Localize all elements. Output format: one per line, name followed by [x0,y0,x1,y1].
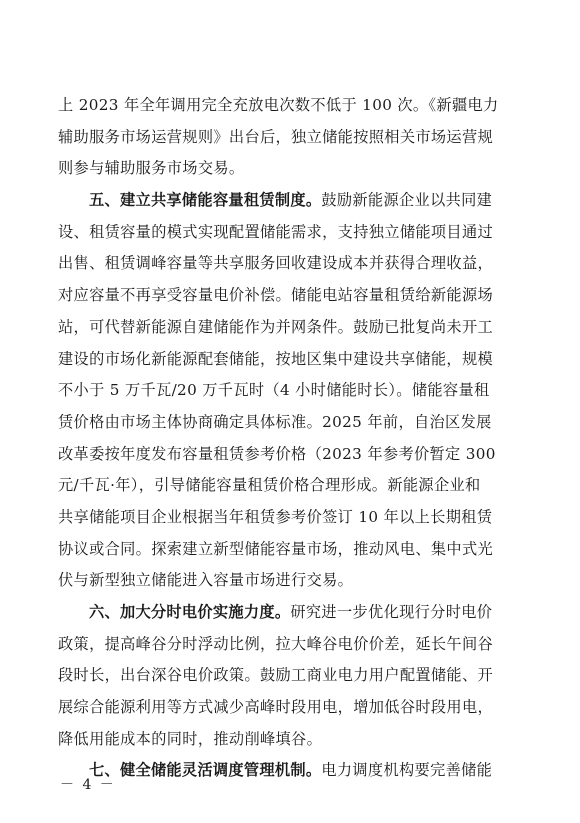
text-line: 元/千瓦·年），引导储能容量租赁价格合理形成。新能源企业和 [58,476,481,495]
text-line: 共享储能项目企业根据当年租赁参考价签订 10 年以上长期租赁 [58,507,493,526]
text-line: 出售、租赁调峰容量等共享服务回收建设成本并获得合理收益， [58,254,494,273]
section-seven-first-line [58,755,524,787]
text-line: 赁价格由市场主体协商确定具体标准。2025 年前，自治区发展 [58,412,492,431]
text-line: 站，可代替新能源自建储能作为并网条件。鼓励已批复尚未开工 [58,317,494,336]
page-number: － 4 － [60,777,116,793]
text-line: 建设的市场化新能源配套储能，按地区集中建设共享储能，规模 [58,349,494,368]
text-line: 段时长，出台深谷电价政策。鼓励工商业电力用户配置储能、开 [58,666,494,685]
text-line: 设、租赁容量的模式实现配置储能需求，支持独立储能项目通过 [58,222,494,241]
text-line: 改革委按年度发布容量租赁参考价格（2023 年参考价暂定 300 [58,444,496,463]
section-five-first-line [58,185,524,217]
text-line: 降低用能成本的同时，推动削峰填谷。 [58,729,323,748]
text-line: 则参与辅助服务市场交易。 [58,159,245,178]
document-body [58,90,524,787]
section-six-first-line [58,597,524,629]
section-six-heading: 六、加大分时电价实施力度。 [89,603,291,621]
text-span: 电力调度机构要完善储能 [321,761,493,780]
text-line: 政策，提高峰谷分时浮动比例，拉大峰谷电价价差，延长午间谷 [58,634,494,653]
text-span: 鼓励新能源企业以共同建 [321,191,493,210]
text-line: 伏与新型独立储能进入容量市场进行交易。 [58,571,354,590]
text-line: 展综合能源利用等方式减少高峰时段用电，增加低谷时段用电， [58,698,494,717]
text-line: 辅助服务市场运营规则》出台后，独立储能按照相关市场运营规 [58,127,494,146]
section-five-heading: 五、建立共享储能容量租赁制度。 [89,191,322,210]
text-span: 研究进一步优化现行分时电价 [290,603,493,621]
text-line: 上 2023 年全年调用完全充放电次数不低于 100 次。《新疆电力 [58,96,499,114]
text-line: 不小于 5 万千瓦/20 万千瓦时（4 小时储能时长）。储能容量租 [58,381,490,400]
section-seven-heading: 七、健全储能灵活调度管理机制。 [89,761,322,780]
text-line: 协议或合同。探索建立新型储能容量市场，推动风电、集中式光 [58,539,494,558]
text-line: 对应容量不再享受容量电价补偿。储能电站容量租赁给新能源场 [58,286,494,305]
